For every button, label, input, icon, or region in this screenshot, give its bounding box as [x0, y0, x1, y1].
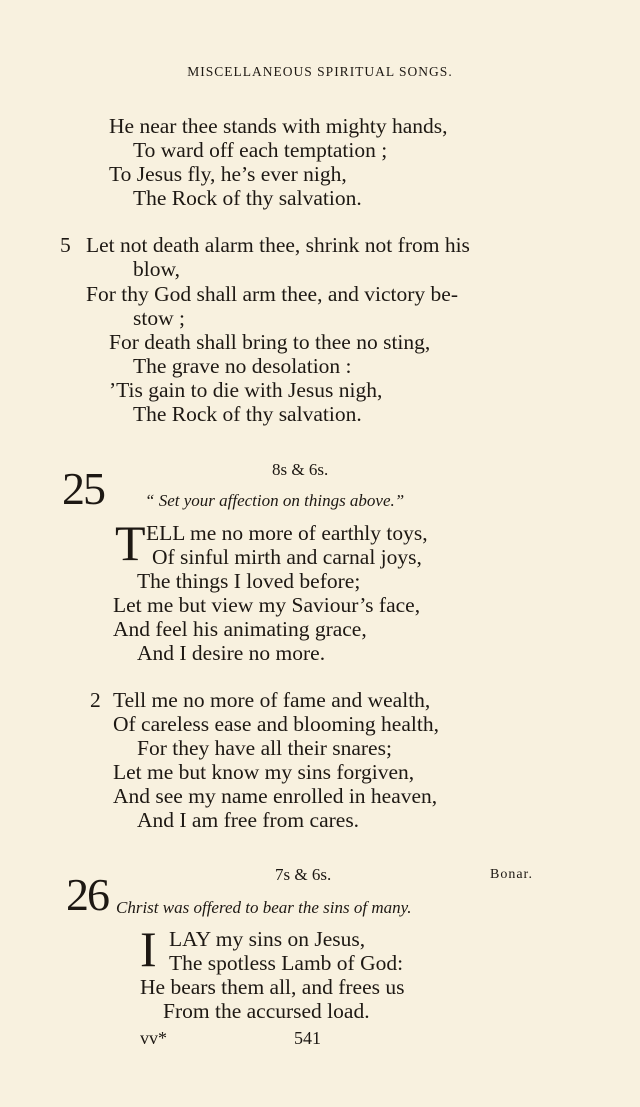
verse-line: LAY my sins on Jesus,: [169, 927, 366, 951]
verse-line: The Rock of thy salvation.: [133, 186, 362, 210]
verse-line: The Rock of thy salvation.: [133, 402, 362, 426]
verse-line: The grave no desolation :: [133, 354, 352, 378]
verse-line: He near thee stands with mighty hands,: [109, 114, 448, 138]
verse-line: To Jesus fly, he’s ever nigh,: [109, 162, 347, 186]
verse-line: ELL me no more of earthly toys,: [146, 521, 428, 545]
signature-mark: vv*: [140, 1028, 167, 1048]
verse-line: And I desire no more.: [137, 641, 326, 665]
verse-line: Let not death alarm thee, shrink not from his: [86, 233, 470, 257]
verse-line: For they have all their snares;: [137, 736, 392, 760]
verse-line: The spotless Lamb of God:: [169, 951, 404, 975]
verse-line: To ward off each temptation ;: [133, 138, 388, 162]
verse-line: Tell me no more of fame and wealth,: [113, 688, 431, 712]
verse-line: The things I loved before;: [137, 569, 361, 593]
verse-line: blow,: [133, 257, 180, 281]
author-name: Bonar.: [490, 867, 533, 882]
hymn-number: 25: [62, 463, 104, 514]
verse-line: From the accursed load.: [163, 999, 370, 1023]
verse-line: ’Tis gain to die with Jesus nigh,: [109, 378, 383, 402]
verse-line: For thy God shall arm thee, and victory be-: [86, 282, 458, 306]
verse-line: He bears them all, and frees us: [140, 975, 405, 999]
page-number: 541: [294, 1028, 321, 1048]
verse-line: Let me but know my sins forgiven,: [113, 760, 415, 784]
verse-line: stow ;: [133, 306, 185, 330]
verse-line: And feel his animating grace,: [113, 617, 367, 641]
verse-number: 5: [60, 233, 71, 257]
verse-line: And I am free from cares.: [137, 808, 360, 832]
meter-label: 8s & 6s.: [272, 460, 329, 479]
verse-line: Let me but view my Saviour’s face,: [113, 593, 421, 617]
hymn-motto: “ Set your affection on things above.”: [145, 491, 405, 510]
hymn-number: 26: [66, 869, 108, 920]
running-header: MISCELLANEOUS SPIRITUAL SONGS.: [187, 64, 453, 79]
verse-number: 2: [90, 688, 101, 712]
verse-line: For death shall bring to thee no sting,: [109, 330, 431, 354]
drop-capital: I: [140, 921, 157, 977]
hymn-motto: Christ was offered to bear the sins of many.: [116, 898, 412, 917]
drop-capital: T: [115, 515, 146, 571]
meter-label: 7s & 6s.: [275, 865, 332, 884]
verse-line: Of sinful mirth and carnal joys,: [152, 545, 422, 569]
verse-line: And see my name enrolled in heaven,: [113, 784, 438, 808]
verse-line: Of careless ease and blooming health,: [113, 712, 439, 736]
